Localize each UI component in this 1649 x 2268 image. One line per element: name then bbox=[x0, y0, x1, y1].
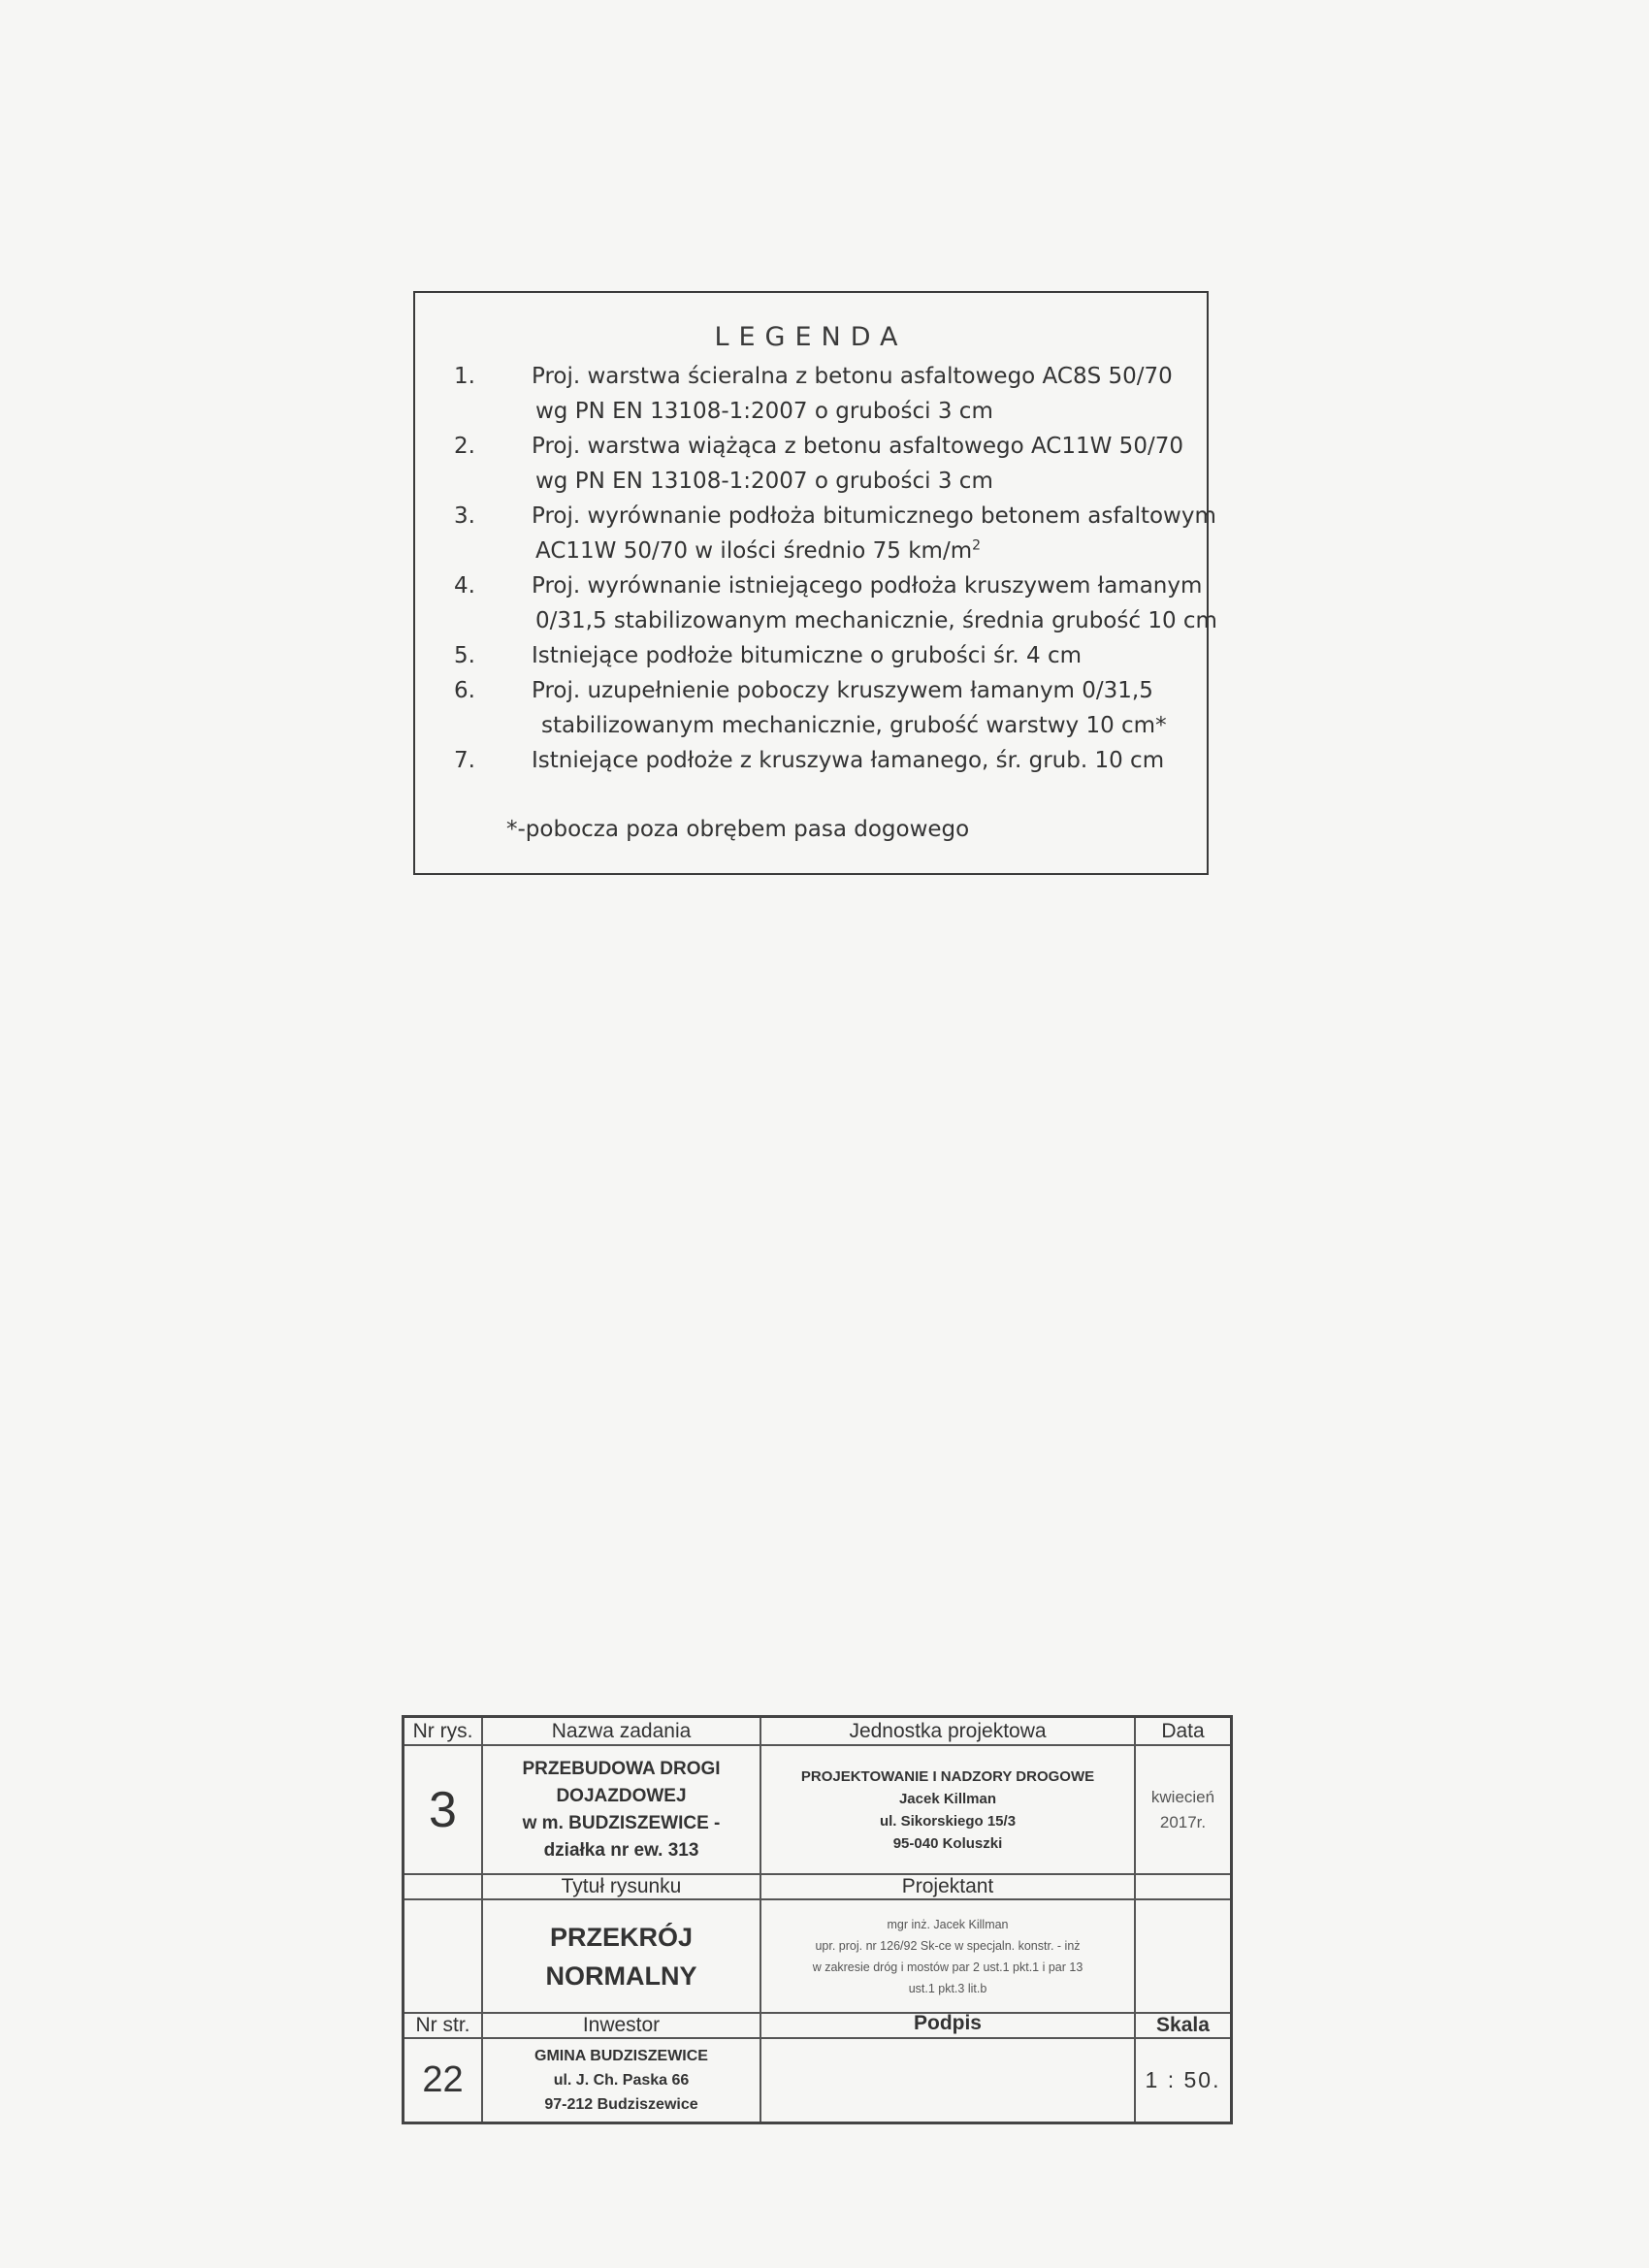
legend-item-text-continued: wg PN EN 13108-1:2007 o grubości 3 cm bbox=[535, 469, 993, 494]
design-unit-line: ul. Sikorskiego 15/3 bbox=[879, 1812, 1017, 1830]
header-projektant: Projektant bbox=[901, 1875, 994, 1897]
investor bbox=[483, 2039, 760, 2122]
legend-item-7 bbox=[454, 743, 1201, 778]
drawing-title-line: NORMALNY bbox=[545, 1960, 697, 1991]
page-number: 22 bbox=[422, 2059, 464, 2100]
investor-line: GMINA BUDZISZEWICE bbox=[534, 2048, 708, 2064]
header-podpis: Podpis bbox=[913, 2012, 982, 2034]
design-unit-line: PROJEKTOWANIE I NADZORY DROGOWE bbox=[800, 1767, 1095, 1785]
legend-item-text-main: AC11W 50/70 w ilości średnio 75 km/m bbox=[535, 538, 973, 564]
header-tytul-rysunku: Tytuł rysunku bbox=[561, 1875, 682, 1897]
designer-info bbox=[761, 1900, 1134, 2012]
legend-item-text: Proj. wyrównanie istniejącego podłoża kruszywem łamanym bbox=[532, 573, 1203, 599]
legend-list bbox=[454, 359, 1217, 778]
legend-item-number: 4. bbox=[454, 573, 475, 599]
legend-title: LEGENDA bbox=[714, 322, 908, 352]
legend-footnote: *-pobocza poza obrębem pasa dogowego bbox=[506, 817, 970, 842]
designer-line: ust.1 pkt.3 lit.b bbox=[908, 1981, 987, 1995]
legend-item-number: 7. bbox=[454, 748, 475, 773]
legend-item-number: 6. bbox=[454, 678, 475, 703]
title-block bbox=[402, 1715, 1233, 2124]
legend-item-6 bbox=[454, 673, 1201, 743]
legend-item-number: 5. bbox=[454, 643, 475, 668]
task-name bbox=[483, 1746, 760, 1873]
header-nr-str: Nr str. bbox=[415, 2014, 470, 2036]
designer-line: upr. proj. nr 126/92 Sk-ce w specjaln. konstr. - inż bbox=[815, 1938, 1081, 1953]
header-jednostka-projektowa: Jednostka projektowa bbox=[849, 1719, 1047, 1742]
legend-item-4 bbox=[454, 568, 1217, 638]
legend-box bbox=[413, 291, 1217, 875]
task-name-line: działka nr ew. 313 bbox=[543, 1839, 699, 1861]
legend-item-3 bbox=[454, 499, 1216, 568]
legend-item-text: Proj. warstwa ścieralna z betonu asfaltowego AC8S 50/70 bbox=[532, 364, 1173, 389]
drawing-title bbox=[483, 1900, 760, 2012]
legend-item-text: Proj. warstwa wiążąca z betonu asfaltowego AC11W 50/70 bbox=[532, 434, 1183, 459]
header-skala: Skala bbox=[1156, 2014, 1210, 2036]
design-unit-line: 95-040 Koluszki bbox=[892, 1834, 1003, 1852]
drawing-title-line: PRZEKRÓJ bbox=[549, 1922, 694, 1952]
design-unit bbox=[761, 1746, 1134, 1873]
legend-item-text-continued: stabilizowanym mechanicznie, grubość warstwy 10 cm* bbox=[541, 713, 1167, 738]
date-month: kwiecień bbox=[1150, 1787, 1215, 1806]
legend-item-text: Istniejące podłoże bitumiczne o grubości śr. 4 cm bbox=[532, 643, 1083, 668]
legend-item-number: 3. bbox=[454, 503, 475, 529]
task-name-line: PRZEBUDOWA DROGI bbox=[522, 1758, 721, 1779]
signature-area bbox=[761, 2039, 1134, 2122]
legend-item-number: 2. bbox=[454, 434, 475, 459]
legend-item-text-continued bbox=[454, 534, 1201, 568]
legend-item-1 bbox=[454, 359, 1201, 429]
designer-line: w zakresie dróg i mostów par 2 ust.1 pkt.1 i par 13 bbox=[812, 1960, 1083, 1974]
legend-item-text-continued: wg PN EN 13108-1:2007 o grubości 3 cm bbox=[535, 399, 993, 424]
legend-item-text: Istniejące podłoże z kruszywa łamanego, śr. grub. 10 cm bbox=[532, 748, 1165, 773]
design-unit-line: Jacek Killman bbox=[898, 1790, 997, 1807]
legend-item-text: Proj. uzupełnienie poboczy kruszywem łamanym 0/31,5 bbox=[532, 678, 1153, 703]
superscript-exponent: 2 bbox=[972, 537, 982, 554]
legend-item-text-continued: 0/31,5 stabilizowanym mechanicznie, średnia grubość 10 cm bbox=[535, 608, 1217, 633]
investor-line: 97-212 Budziszewice bbox=[544, 2096, 698, 2113]
drawing-number: 3 bbox=[429, 1781, 457, 1838]
header-nazwa-zadania: Nazwa zadania bbox=[551, 1719, 692, 1742]
header-data: Data bbox=[1161, 1719, 1205, 1742]
task-name-line: w m. BUDZISZEWICE - bbox=[522, 1812, 721, 1833]
legend-item-5 bbox=[454, 638, 1201, 673]
date-value bbox=[1136, 1746, 1230, 1873]
legend-item-2 bbox=[454, 429, 1201, 499]
header-nr-rys: Nr rys. bbox=[412, 1719, 473, 1742]
legend-item-number: 1. bbox=[454, 364, 475, 389]
designer-line: mgr inż. Jacek Killman bbox=[887, 1917, 1009, 1931]
scale-value: 1 : 50. bbox=[1145, 2067, 1221, 2092]
date-year: 2017r. bbox=[1159, 1812, 1207, 1831]
header-inwestor: Inwestor bbox=[582, 2014, 661, 2036]
task-name-line: DOJAZDOWEJ bbox=[556, 1785, 687, 1806]
investor-line: ul. J. Ch. Paska 66 bbox=[553, 2072, 690, 2089]
legend-item-text: Proj. wyrównanie podłoża bitumicznego betonem asfaltowym bbox=[532, 503, 1216, 529]
